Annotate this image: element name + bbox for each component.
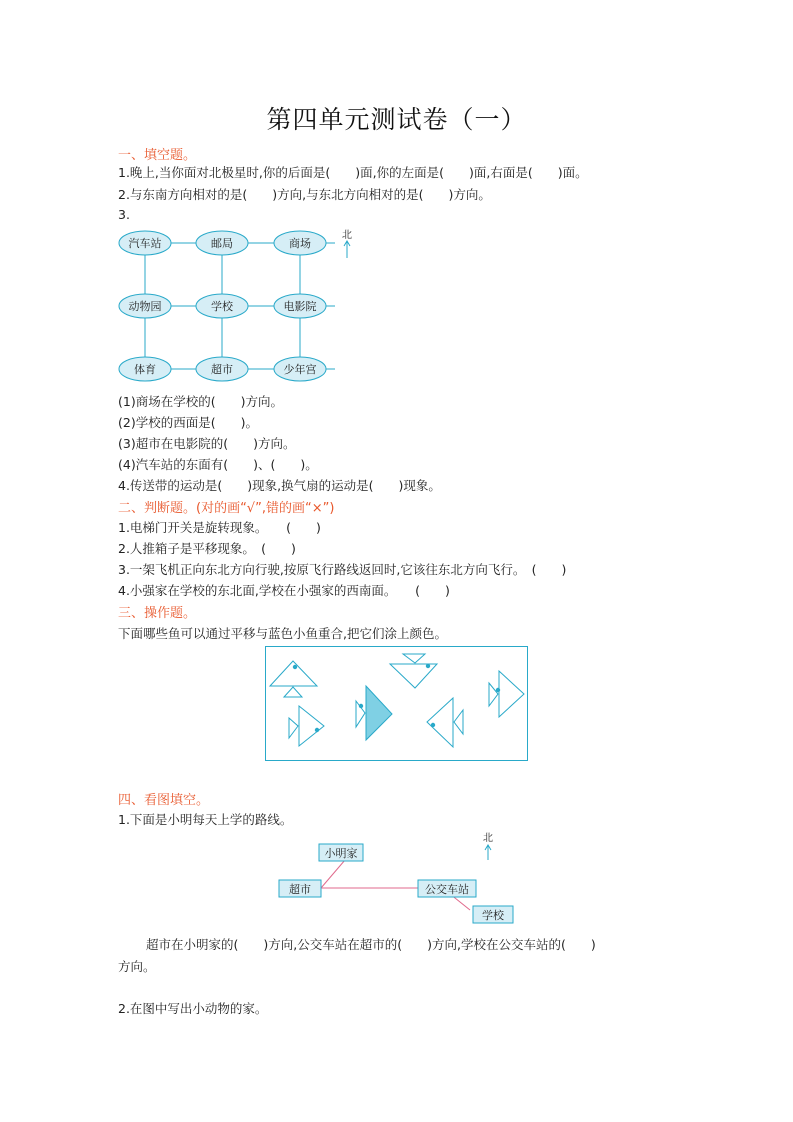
label-school: 学校 bbox=[482, 909, 504, 922]
question-2-2: 2.人推箱子是平移现象。 ( ) bbox=[118, 541, 296, 556]
label-supermarket: 超市 bbox=[289, 883, 311, 896]
question-2-1: 1.电梯门开关是旋转现象。 ( ) bbox=[118, 520, 321, 535]
question-1-2: 2.与东南方向相对的是( )方向,与东北方向相对的是( )方向。 bbox=[118, 187, 491, 202]
question-4-1: 1.下面是小明每天上学的路线。 bbox=[118, 812, 293, 827]
label-home: 小明家 bbox=[324, 847, 358, 860]
question-2-3: 3.一架飞机正向东北方向行驶,按原飞行路线返回时,它该往东北方向飞行。 ( ) bbox=[118, 562, 567, 577]
question-1-3-4: (4)汽车站的东面有( )、( )。 bbox=[118, 457, 318, 472]
north-label: 北 bbox=[483, 833, 493, 844]
question-4-2: 2.在图中写出小动物的家。 bbox=[118, 1001, 268, 1016]
question-4-1-answer-line-1: 超市在小明家的( )方向,公交车站在超市的( )方向,学校在公交车站的( ) bbox=[146, 937, 596, 952]
section-heading-fill-blank: 一、填空题。 bbox=[118, 148, 197, 163]
node-label: 超市 bbox=[211, 363, 233, 376]
question-1-1: 1.晚上,当你面对北极星时,你的后面是( )面,你的左面是( )面,右面是( )面。 bbox=[118, 165, 588, 180]
node-label: 电影院 bbox=[283, 300, 317, 313]
label-bus-station: 公交车站 bbox=[425, 883, 469, 896]
node-label: 动物园 bbox=[128, 300, 162, 313]
section-heading-fill-by-figure: 四、看图填空。 bbox=[118, 793, 210, 808]
north-arrow-icon bbox=[483, 832, 493, 860]
question-1-4: 4.传送带的运动是( )现象,换气扇的运动是( )现象。 bbox=[118, 478, 441, 493]
north-arrow-icon bbox=[342, 229, 352, 258]
node-label: 学校 bbox=[211, 300, 233, 313]
north-label: 北 bbox=[342, 230, 352, 241]
node-label: 少年宫 bbox=[283, 363, 317, 376]
section-heading-operation: 三、操作题。 bbox=[118, 606, 197, 621]
route-map bbox=[275, 830, 515, 930]
page-title: 第四单元测试卷（一） bbox=[266, 105, 527, 134]
question-3-instruction: 下面哪些鱼可以通过平移与蓝色小鱼重合,把它们涂上颜色。 bbox=[118, 626, 447, 641]
node-label: 邮局 bbox=[211, 237, 233, 250]
node-label: 体育 bbox=[134, 363, 156, 376]
fish-translation-figure bbox=[265, 646, 529, 762]
question-1-3-number: 3. bbox=[118, 207, 130, 222]
question-4-1-answer-line-2: 方向。 bbox=[118, 959, 156, 974]
question-2-4: 4.小强家在学校的东北面,学校在小强家的西南面。 ( ) bbox=[118, 583, 450, 598]
question-1-3-1: (1)商场在学校的( )方向。 bbox=[118, 394, 283, 409]
node-label: 商场 bbox=[289, 237, 311, 250]
direction-grid-map bbox=[110, 226, 370, 386]
question-1-3-2: (2)学校的西面是( )。 bbox=[118, 415, 258, 430]
node-label: 汽车站 bbox=[128, 237, 162, 250]
question-1-3-3: (3)超市在电影院的( )方向。 bbox=[118, 436, 296, 451]
section-heading-true-false: 二、判断题。(对的画“√”,错的画“×”) bbox=[118, 501, 335, 516]
